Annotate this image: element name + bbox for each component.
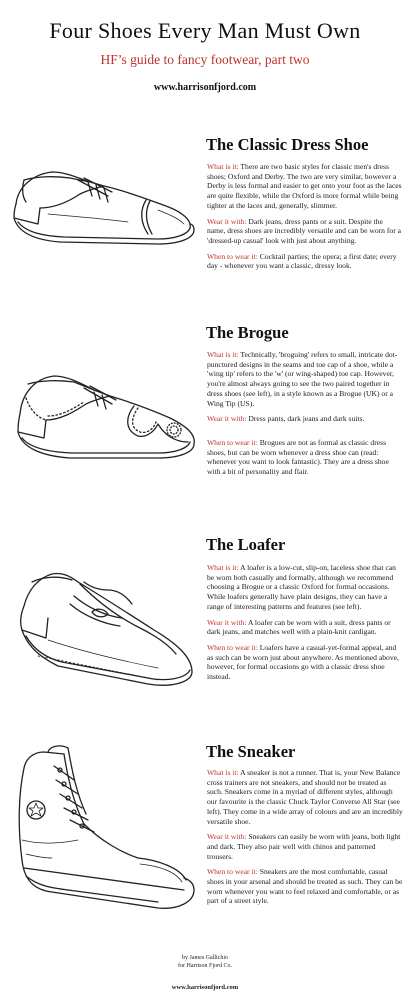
footer-credit [0,955,410,970]
section-title-loafer: The Loafer [206,535,286,554]
when-to-wear-paragraph [207,867,403,906]
loafer-illustration [8,560,198,690]
when-to-wear-paragraph [207,438,403,477]
brogue-illustration [8,358,198,478]
when-to-wear-text: Cocktail parties; the opera; a first date; every day - whenever you want a classic, dressy look. [207,251,397,271]
section-body-brogue [207,350,403,483]
page-title: Four Shoes Every Man Must Own [49,18,361,43]
when-to-wear-label: When to wear it: [207,251,258,261]
wear-it-with-paragraph [207,618,403,637]
header-url: www.harrisonfjord.com [153,82,257,93]
what-is-it-text: A loafer is a low-cut, slip-on, laceless shoe that can be worn both casually and formally, although we recommend choosing a Brogue or a classic Oxford for formal occasions. While loafers generally have plain designs, they can have a range of interesting patterns and features (see left). [207,563,396,611]
section-body-loafer [207,563,403,688]
wear-it-with-paragraph [207,832,403,861]
page-subtitle: HF’s guide to fancy footwear, part two [100,52,310,67]
when-to-wear-text: Brogues are not as formal as classic dress shoes, but can be worn whenever a dress shoe can (read: whenever you want to look fantastic). They are a dress shoe with a bit of personality and flair. [207,437,389,477]
section-title-sneaker: The Sneaker [206,742,296,761]
what-is-it-text: There are two basic styles for classic men's dress shoes; Oxford and Derby. The two are very similar, however a Derby is less formal and easier to get onto your foot as the laces are quite flexible, while the Oxford is more formal while being tighter at the laces and, generally, slimmer. [207,162,402,210]
what-is-it-label: What is it: [207,563,239,572]
when-to-wear-text: Loafers have a casual-yet-formal appeal, and as such can be worn just about anywhere. As mentioned above, however, for formal occasions go with a classic dress shoe instead. [207,642,399,682]
what-is-it-label: What is it: [207,768,239,777]
footer-url: www.harrisonfjord.com [171,984,239,991]
what-is-it-paragraph [207,563,403,612]
what-is-it-label: What is it: [207,350,239,359]
wear-it-with-text: Sneakers can easily be worn with jeans, both light and dark. They also pair well with chinos and patterned trousers. [207,832,401,861]
when-to-wear-paragraph [207,643,403,682]
footer-credit-line1: by James Gallichio [182,955,228,961]
wear-it-with-paragraph [207,414,403,424]
dress-shoe-illustration [8,152,198,262]
wear-it-with-text: Dark jeans, dress pants or a suit. Despite the name, dress shoes are incredibly versatile and can be worn for a 'dressed-up casual' look with just about anything. [207,216,401,245]
section-title-brogue: The Brogue [206,323,289,342]
sneaker-illustration [8,740,198,920]
what-is-it-label: What is it: [207,162,239,171]
wear-it-with-text: A loafer can be worn with a suit, dress pants or dark jeans, and matches well with a plain-knit cardigan. [207,617,391,637]
wear-it-with-label: Wear it with: [207,414,247,424]
section-title-classic-dress-shoe: The Classic Dress Shoe [206,135,369,154]
when-to-wear-label: When to wear it: [207,642,258,652]
wear-it-with-label: Wear it with: [207,832,247,842]
when-to-wear-text: Sneakers are the most comfortable, casual shoes in your arsenal and should be treated as such. They can be worn whenever you want to feel relaxed and comfortable, or as part of a street style. [207,867,403,906]
what-is-it-paragraph [207,768,403,826]
wear-it-with-label: Wear it with: [207,216,247,226]
when-to-wear-paragraph [207,252,403,271]
section-body-classic-dress-shoe [207,162,403,277]
wear-it-with-label: Wear it with: [207,617,247,627]
section-body-sneaker [207,768,403,912]
what-is-it-text: Technically, 'broguing' refers to small, intricate dot-punctured designs in the seams and toe cap of a shoe, while a 'wing tip' refers to the 'w' (or wing-shaped) toe cap. However, you're almost always going to see the two paired together in dress shoes (see left), in a style known as a Brogue (UK) or a Wing Tip (US). [207,350,398,408]
what-is-it-paragraph [207,350,403,408]
what-is-it-text: A sneaker is not a runner. That is, your New Balance cross trainers are not sneakers, and should not be treated as such. Sneakers come in a myriad of different styles, although our favourite is the classic Chuck Taylor Converse All Star (see left). They come in a wide array of colours and are an incredibly versatile shoe. [207,768,403,826]
when-to-wear-label: When to wear it: [207,867,258,877]
when-to-wear-label: When to wear it: [207,437,258,447]
wear-it-with-paragraph [207,217,403,246]
wear-it-with-text: Dress pants, dark jeans and dark suits. [246,414,365,424]
footer-credit-line2: for Harrison Fjord Co. [178,962,232,969]
what-is-it-paragraph [207,162,403,211]
